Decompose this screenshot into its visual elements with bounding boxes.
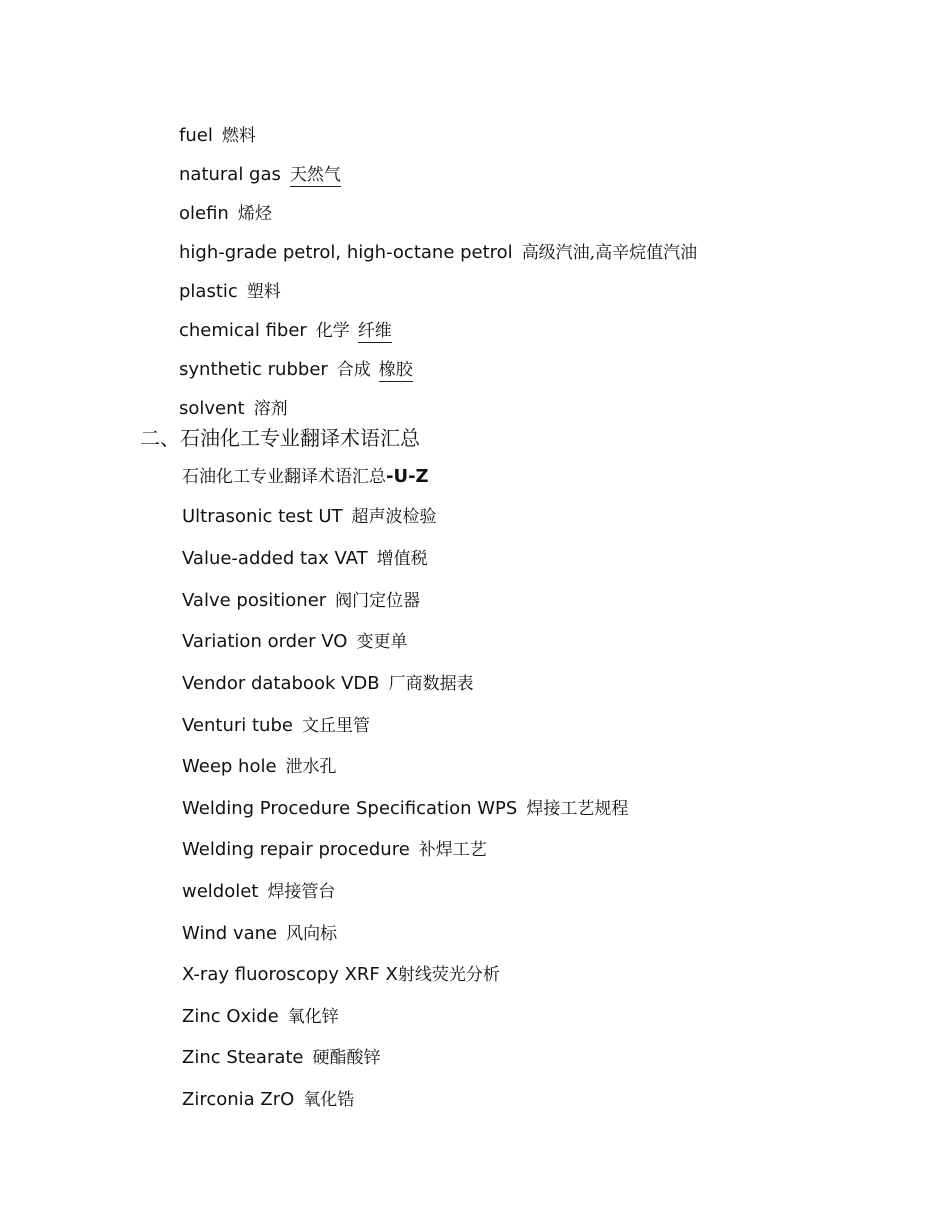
term-english: Weep hole (182, 756, 277, 777)
term-chinese-underlined: 橡胶 (378, 360, 413, 380)
term-english: Welding repair procedure (182, 839, 410, 860)
term-english: Venturi tube (182, 715, 293, 736)
term-english: high-grade petrol, high-octane petrol (179, 242, 513, 263)
term-english: natural gas (179, 164, 281, 185)
term-chinese: 硬酯酸锌 (312, 1048, 381, 1068)
term-chinese: 烯烃 (237, 204, 272, 224)
term-chinese: 补焊工艺 (418, 840, 487, 860)
term-entry (182, 879, 335, 904)
term-entry (182, 1087, 354, 1112)
term-english: Valve positioner (182, 590, 327, 611)
term-chinese: 泄水孔 (285, 757, 337, 777)
term-english: olefin (179, 203, 229, 224)
section-subheading (182, 465, 429, 489)
subheading-text: 石油化工专业翻译术语汇总 (182, 467, 386, 487)
term-entry (179, 162, 341, 187)
term-entry (182, 1004, 339, 1029)
term-entry (182, 921, 337, 946)
term-entry (179, 201, 272, 226)
term-entry (182, 629, 407, 654)
term-english: synthetic rubber (179, 359, 328, 380)
term-chinese: 阀门定位器 (335, 591, 421, 611)
term-chinese: 塑料 (246, 282, 281, 302)
term-english: solvent (179, 398, 245, 419)
term-entry (182, 754, 337, 779)
term-chinese-plain: 合成 (336, 360, 371, 380)
term-chinese: 文丘里管 (301, 716, 370, 736)
subheading-range: -U-Z (386, 466, 429, 487)
term-chinese: 高级汽油,高辛烷值汽油 (521, 243, 698, 263)
term-entry (182, 1045, 381, 1070)
term-entry (179, 123, 256, 148)
term-english: Zinc Oxide (182, 1006, 279, 1027)
term-entry (182, 671, 474, 696)
term-chinese: 厂商数据表 (388, 674, 474, 694)
term-entry (182, 962, 500, 987)
term-chinese: 氧化锌 (287, 1007, 339, 1027)
term-chinese: 射线荧光分析 (397, 965, 500, 985)
term-chinese-underlined: 纤维 (357, 321, 392, 341)
term-english: Zinc Stearate (182, 1047, 304, 1068)
term-entry (179, 357, 413, 382)
term-english: weldolet (182, 881, 259, 902)
term-english: plastic (179, 281, 238, 302)
term-entry (182, 796, 628, 821)
term-english: Variation order VO (182, 631, 348, 652)
term-entry (182, 504, 437, 529)
term-entry (182, 588, 420, 613)
term-chinese (290, 165, 341, 185)
term-chinese: 焊接管台 (267, 882, 336, 902)
term-english: Ultrasonic test UT (182, 506, 343, 527)
term-entry (182, 546, 428, 571)
term-chinese-underlined: 天然气 (289, 165, 341, 185)
term-chinese: 风向标 (286, 924, 338, 944)
term-entry (179, 279, 281, 304)
term-chinese: 增值税 (376, 549, 428, 569)
term-entry (179, 318, 392, 343)
term-english: chemical fiber (179, 320, 307, 341)
term-entry (179, 240, 697, 265)
term-entry (182, 837, 487, 862)
term-english: fuel (179, 125, 213, 146)
term-chinese: 焊接工艺规程 (526, 799, 629, 819)
term-chinese (316, 321, 392, 341)
term-entry (182, 713, 370, 738)
term-chinese-plain: 化学 (315, 321, 350, 341)
term-chinese: 燃料 (221, 126, 256, 146)
term-chinese: 溶剂 (253, 399, 288, 419)
term-english: X-ray fluoroscopy XRF X (182, 964, 398, 985)
term-english: Zirconia ZrO (182, 1089, 295, 1110)
term-chinese: 变更单 (356, 632, 408, 652)
term-english: Welding Procedure Specification WPS (182, 798, 518, 819)
term-english: Value-added tax VAT (182, 548, 368, 569)
section-heading: 二、石油化工专业翻译术语汇总 (140, 426, 420, 450)
term-chinese: 氧化锆 (303, 1090, 355, 1110)
term-chinese (337, 360, 413, 380)
term-entry (179, 396, 288, 421)
term-chinese: 超声波检验 (351, 507, 437, 527)
term-english: Vendor databook VDB (182, 673, 380, 694)
term-english: Wind vane (182, 923, 278, 944)
